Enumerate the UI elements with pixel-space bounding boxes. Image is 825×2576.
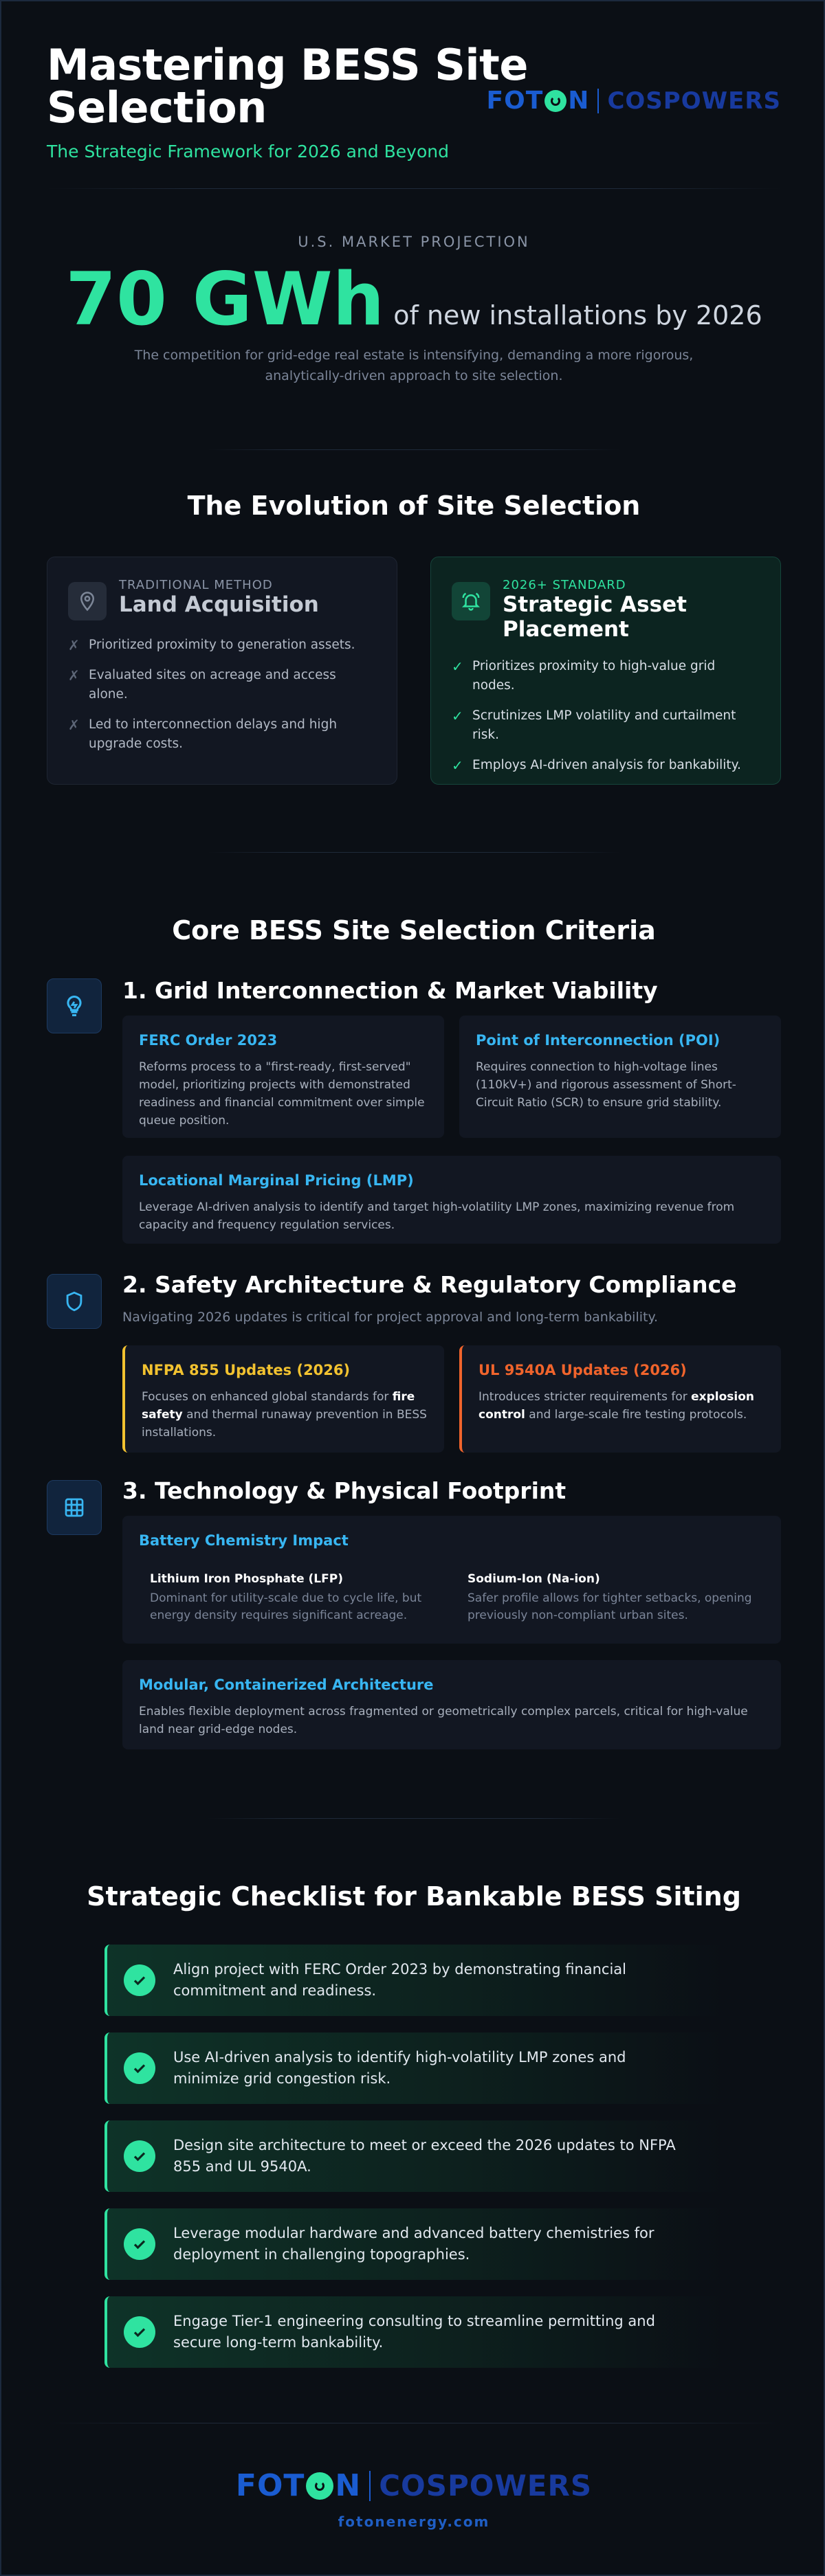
box-title: NFPA 855 Updates (2026)	[142, 1362, 351, 1378]
box-title: Locational Marginal Pricing (LMP)	[139, 1172, 414, 1189]
footer-url-link[interactable]: fotonenergy.com	[338, 2513, 490, 2530]
na-ion-text: Safer profile allows for tighter setbacks, opening previously non-compliant urban sites.	[468, 1591, 752, 1622]
divider	[208, 852, 620, 853]
market-value: 70 GWh	[65, 257, 385, 341]
foton-wordmark	[487, 87, 590, 115]
box-text: Introduces stricter requirements for explosion control and large-scale fire testing protocols.	[478, 1390, 755, 1422]
foton-text-a: FOT	[486, 87, 544, 115]
market-headline	[1, 257, 825, 341]
box-text: Leverage AI-driven analysis to identify and target high-volatility LMP zones, maximizing revenue from capacity and frequency regulation services.	[139, 1200, 735, 1232]
modern-list	[452, 657, 760, 775]
box-text: Requires connection to high-voltage lines (110kV+) and rigorous assessment of Short-Circuit Ratio (SCR) to ensure grid stability.	[476, 1060, 736, 1110]
card-name: Land Acquisition	[119, 592, 319, 617]
checklist-text: Leverage modular hardware and advanced battery chemistries for deployment in challenging topographies.	[173, 2225, 654, 2263]
ferc-box	[122, 1016, 444, 1138]
map-pin-icon	[68, 582, 107, 620]
check-icon	[124, 2140, 155, 2172]
lfp-text: Dominant for utility-scale due to cycle life, but energy density requires significant acreage.	[150, 1591, 422, 1622]
check-icon	[124, 2228, 155, 2260]
checklist-title: Strategic Checklist for Bankable BESS Siting	[87, 1881, 741, 1912]
list-item: ✗ Led to interconnection delays and high upgrade costs.	[68, 715, 376, 754]
list-item: ✗ Evaluated sites on acreage and access alone.	[68, 666, 376, 704]
lmp-box	[122, 1156, 781, 1244]
shield-icon	[47, 1274, 102, 1329]
tech-criteria-title: 3. Technology & Physical Footprint	[122, 1477, 566, 1504]
safety-note: Navigating 2026 updates is critical for project approval and long-term bankability.	[122, 1310, 659, 1325]
page-title: Mastering BESS Site Selection	[47, 40, 528, 133]
checklist-text: Align project with FERC Order 2023 by demonstrating financial commitment and readiness.	[173, 1961, 626, 1999]
market-description: The competition for grid-edge real estate is intensifying, demanding a more rigorous, analytically-driven approach to site selection.	[134, 348, 694, 383]
foton-text-b: N	[335, 2468, 362, 2503]
list-item: ✓ Employs AI-driven analysis for bankability.	[452, 757, 741, 774]
box-text: Reforms process to a "first-ready, first-served" model, prioritizing projects with demonstrated readiness and financial commitment over simple queue position.	[139, 1060, 425, 1128]
nfpa-box	[122, 1345, 444, 1453]
foton-text-a: FOT	[235, 2468, 305, 2503]
box-title: UL 9540A Updates (2026)	[478, 1362, 687, 1378]
safety-criteria-title: 2. Safety Architecture & Regulatory Compliance	[122, 1271, 737, 1298]
brand-logo	[236, 2468, 592, 2503]
foton-wordmark	[236, 2468, 361, 2503]
grid-criteria-title: 1. Grid Interconnection & Market Viability	[122, 977, 658, 1004]
page-subtitle: The Strategic Framework for 2026 and Beyond	[47, 142, 449, 161]
cross-icon: ✗	[68, 637, 80, 653]
grid-cells-icon	[47, 1480, 102, 1535]
foton-text-b: N	[568, 87, 590, 115]
criteria-title: Core BESS Site Selection Criteria	[172, 915, 656, 945]
check-icon	[124, 1964, 155, 1996]
checklist-item	[104, 2120, 723, 2192]
list-item: ✓ Prioritizes proximity to high-value grid nodes.	[452, 657, 760, 695]
strategic-standard-card	[430, 557, 781, 785]
box-text: Focuses on enhanced global standards for fire safety and thermal runaway prevention in BESS installations.	[142, 1390, 427, 1440]
list-item: ✗ Prioritized proximity to generation assets.	[68, 637, 355, 653]
evolution-title: The Evolution of Site Selection	[187, 491, 641, 521]
list-item: ✓ Scrutinizes LMP volatility and curtailment risk.	[452, 706, 760, 745]
box-text: Enables flexible deployment across fragmented or geometrically complex parcels, critical for high-value land near grid-edge nodes.	[139, 1705, 748, 1736]
check-icon: ✓	[452, 708, 463, 724]
logo-divider	[597, 89, 599, 113]
header	[47, 40, 781, 161]
checklist-item	[104, 2296, 723, 2368]
divider	[208, 1818, 620, 1819]
checklist-text: Engage Tier-1 engineering consulting to streamline permitting and secure long-term bankability.	[173, 2313, 655, 2351]
box-title: FERC Order 2023	[139, 1032, 278, 1049]
traditional-list	[68, 636, 376, 754]
cross-icon: ✗	[68, 667, 80, 684]
power-icon	[544, 90, 566, 112]
check-icon: ✓	[452, 658, 463, 675]
box-title: Point of Interconnection (POI)	[476, 1032, 720, 1049]
ul-box	[459, 1345, 781, 1453]
footer-logo	[1, 2468, 825, 2503]
check-icon	[124, 2052, 155, 2084]
market-value-suffix: of new installations by 2026	[393, 300, 762, 331]
checklist-item	[104, 2208, 723, 2280]
power-icon	[306, 2472, 333, 2500]
na-ion-title: Sodium-Ion (Na-ion)	[468, 1572, 600, 1586]
check-icon	[124, 2316, 155, 2348]
card-kicker: 2026+ STANDARD	[503, 578, 626, 592]
cospowers-wordmark: COSPOWERS	[607, 87, 781, 115]
box-title: Modular, Containerized Architecture	[139, 1677, 434, 1693]
card-name: Strategic Asset Placement	[503, 592, 687, 642]
bell-icon	[452, 582, 490, 620]
checklist-text: Use AI-driven analysis to identify high-volatility LMP zones and minimize grid congestion risk.	[173, 2049, 626, 2087]
lfp-block	[150, 1572, 439, 1624]
cross-icon: ✗	[68, 717, 80, 733]
cospowers-wordmark: COSPOWERS	[379, 2469, 593, 2502]
divider	[47, 188, 781, 189]
market-label: U.S. MARKET PROJECTION	[298, 234, 530, 250]
check-icon: ✓	[452, 757, 463, 774]
lightbulb-icon	[47, 978, 102, 1033]
card-kicker: TRADITIONAL METHOD	[119, 578, 273, 592]
chemistry-box	[122, 1516, 781, 1644]
poi-box	[459, 1016, 781, 1138]
na-ion-block	[468, 1572, 756, 1624]
box-title: Battery Chemistry Impact	[139, 1532, 349, 1549]
checklist-item	[104, 2032, 723, 2104]
logo-divider	[369, 2471, 371, 2501]
modular-box	[122, 1660, 781, 1749]
divider	[208, 449, 620, 450]
brand-logo	[487, 87, 781, 115]
traditional-method-card	[47, 557, 397, 785]
checklist-item	[104, 1945, 723, 2016]
checklist-text: Design site architecture to meet or exceed the 2026 updates to NFPA 855 and UL 9540A.	[173, 2137, 676, 2175]
lfp-title: Lithium Iron Phosphate (LFP)	[150, 1572, 343, 1586]
